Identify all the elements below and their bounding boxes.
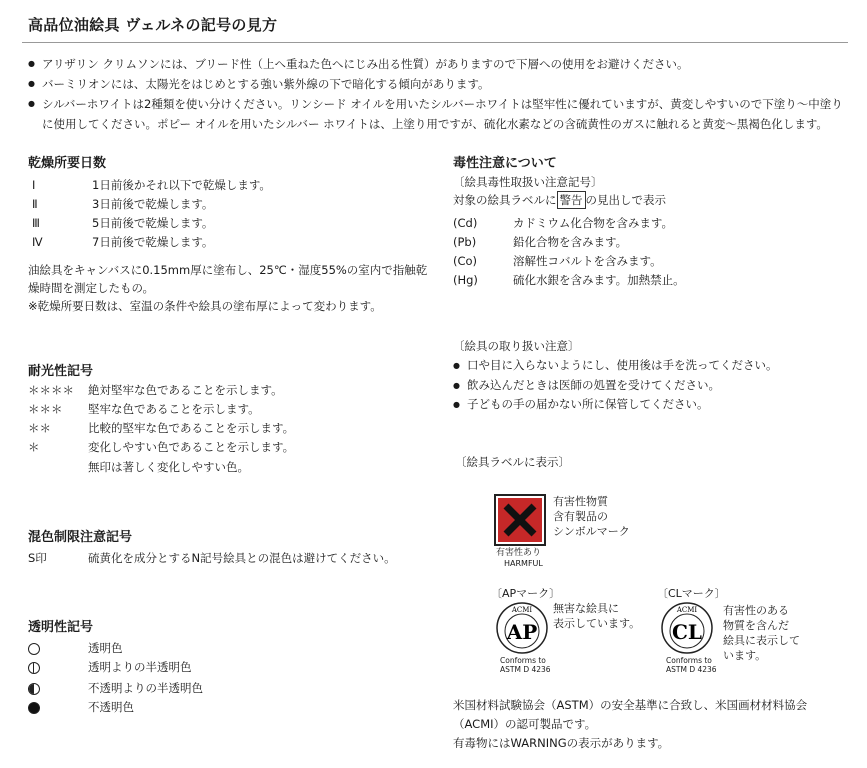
lightfast-key: ＊＊＊＊	[28, 383, 74, 397]
lightfast-heading: 耐光性記号	[28, 364, 94, 379]
transparency-text: 透明よりの半透明色	[88, 660, 192, 674]
ap-seal-org: ACMI	[511, 606, 533, 614]
toxicity-text: 鉛化合物を含みます。	[513, 235, 628, 249]
drying-key: Ⅳ	[32, 235, 43, 249]
cl-seal-org: ACMI	[676, 606, 698, 614]
handling-list	[453, 356, 778, 415]
toxicity-row	[453, 233, 627, 252]
mixing-row	[28, 549, 396, 568]
harmful-caption: 有害性あり	[496, 548, 542, 558]
transparency-row	[28, 679, 203, 698]
lightfast-row	[28, 419, 294, 438]
cl-conforms: Conforms to ASTM D 4236	[666, 656, 717, 674]
drying-text: 7日前後で乾燥します。	[92, 235, 214, 249]
drying-text: 1日前後かそれ以下で乾燥します。	[92, 178, 271, 192]
toxicity-text: 硫化水銀を含みます。加熱禁止。	[513, 273, 685, 287]
toxicity-key: (Cd)	[453, 216, 478, 230]
drying-row	[32, 214, 213, 233]
transparency-text: 不透明色	[88, 700, 134, 714]
lightfast-row	[28, 400, 260, 419]
ap-seal-icon	[495, 601, 549, 655]
transparency-row	[28, 639, 123, 658]
lightfast-key: ＊＊＊	[28, 402, 63, 416]
drying-text: 3日前後で乾燥します。	[92, 197, 214, 211]
toxicity-text: 溶解性コバルトを含みます。	[513, 254, 662, 268]
lightfast-text: 絶対堅牢な色であることを示します。	[88, 383, 283, 397]
labels-heading: 〔絵具ラベルに表示〕	[455, 455, 570, 469]
lightfast-text: 比較的堅牢な色であることを示します。	[88, 421, 295, 435]
cl-desc: 有害性のある 物質を含んだ 絵具に表示して います。	[723, 604, 800, 662]
title-divider	[22, 42, 848, 43]
note-item: ● バーミリオンには、太陽光をはじめとする強い紫外線の下で暗化する傾向があります。	[28, 74, 843, 94]
drying-row	[32, 233, 213, 252]
toxicity-key: (Co)	[453, 254, 478, 268]
cl-seal-text: CL	[672, 620, 702, 644]
toxicity-subheading: 〔絵具毒性取扱い注意記号〕	[453, 175, 603, 189]
toxicity-text: カドミウム化合物を含みます。	[513, 216, 673, 230]
drying-row	[32, 195, 213, 214]
warning-box: 警告	[557, 191, 586, 209]
page-title: 高品位油絵具 ヴェルネの記号の見方	[28, 16, 278, 34]
harmful-caption-en: HARMFUL	[504, 559, 543, 568]
drying-key: Ⅰ	[32, 178, 36, 192]
cl-title: 〔CLマーク〕	[657, 587, 726, 600]
note-item: ● アリザリン クリムソンには、ブリード性（上へ重ねた色へにじみ出る性質）がありますので下層への使用をお避けください。	[28, 54, 843, 74]
harmful-desc: 有害性物質 含有製品の シンボルマーク	[553, 495, 630, 538]
toxicity-row	[453, 271, 685, 290]
note-item: ● シルバーホワイトは2種類を使い分けください。リンシード オイルを用いたシルバーホワイトは堅牢性に優れていますが、黄変しやすいので下塗り～中塗りに使用してください。ポピー オイルを用いたシルバー ホワイトは、上塗り用ですが、硫化水素などの含硫黄性のガスに触れると黄変～黒褐色化します。	[28, 94, 843, 134]
lightfast-key: ＊	[28, 440, 40, 454]
semi-transparent-icon	[28, 662, 40, 674]
drying-text: 5日前後で乾燥します。	[92, 216, 214, 230]
handling-heading: 〔絵具の取り扱い注意〕	[453, 339, 580, 353]
harmful-x-icon	[494, 494, 546, 546]
lightfast-row	[28, 381, 283, 400]
toxicity-label-line: 対象の絵具ラベルに 警告 の見出しで表示	[453, 193, 666, 207]
mixing-key: S印	[28, 551, 47, 565]
lightfast-none: 無印は著しく変化しやすい色。	[88, 460, 249, 474]
ap-conforms: Conforms to ASTM D 4236	[500, 656, 551, 674]
mixing-heading: 混色制限注意記号	[28, 530, 133, 545]
toxicity-row	[453, 252, 662, 271]
transparency-heading: 透明性記号	[28, 620, 94, 635]
handling-item: ● 飲み込んだときは医師の処置を受けてください。	[453, 376, 778, 396]
ap-desc: 無害な絵具に 表示しています。	[553, 602, 641, 630]
mixing-text: 硫黄化を成分とするN記号絵具との混色は避けてください。	[88, 551, 396, 565]
lightfast-row	[28, 438, 294, 457]
transparent-icon	[28, 643, 40, 655]
drying-note: ※乾燥所要日数は、室温の条件や絵具の塗布厚によって変わります。	[28, 299, 382, 313]
opaque-icon	[28, 702, 40, 714]
semi-opaque-icon	[28, 683, 40, 695]
ap-title: 〔APマーク〕	[491, 587, 561, 600]
drying-key: Ⅲ	[32, 216, 40, 230]
drying-description: 油絵具をキャンバスに0.15mm厚に塗布し、25℃・湿度55%の室内で指触乾燥時間を測定したもの。	[28, 263, 428, 295]
drying-heading: 乾燥所要日数	[28, 156, 107, 171]
transparency-row	[28, 658, 192, 677]
toxicity-row	[453, 214, 673, 233]
cl-seal-icon	[660, 601, 714, 655]
labels-footer: 米国材料試験協会（ASTM）の安全基準に合致し、米国画材材料協会 （ACMI）の認可製品です。 有毒物にはWARNINGの表示があります。	[453, 698, 808, 750]
lightfast-key: ＊＊	[28, 421, 51, 435]
lightfast-text: 堅牢な色であることを示します。	[88, 402, 260, 416]
drying-row	[32, 176, 271, 195]
transparency-text: 透明色	[88, 641, 123, 655]
toxicity-heading: 毒性注意について	[453, 156, 557, 171]
drying-key: Ⅱ	[32, 197, 38, 211]
transparency-row	[28, 698, 134, 717]
ap-seal-text: AP	[506, 620, 538, 644]
notes-list	[28, 54, 843, 134]
toxicity-key: (Hg)	[453, 273, 478, 287]
lightfast-text: 変化しやすい色であることを示します。	[88, 440, 295, 454]
handling-item: ● 子どもの手の届かない所に保管してください。	[453, 395, 778, 415]
toxicity-key: (Pb)	[453, 235, 477, 249]
transparency-text: 不透明よりの半透明色	[88, 681, 203, 695]
handling-item: ● 口や目に入らないようにし、使用後は手を洗ってください。	[453, 356, 778, 376]
